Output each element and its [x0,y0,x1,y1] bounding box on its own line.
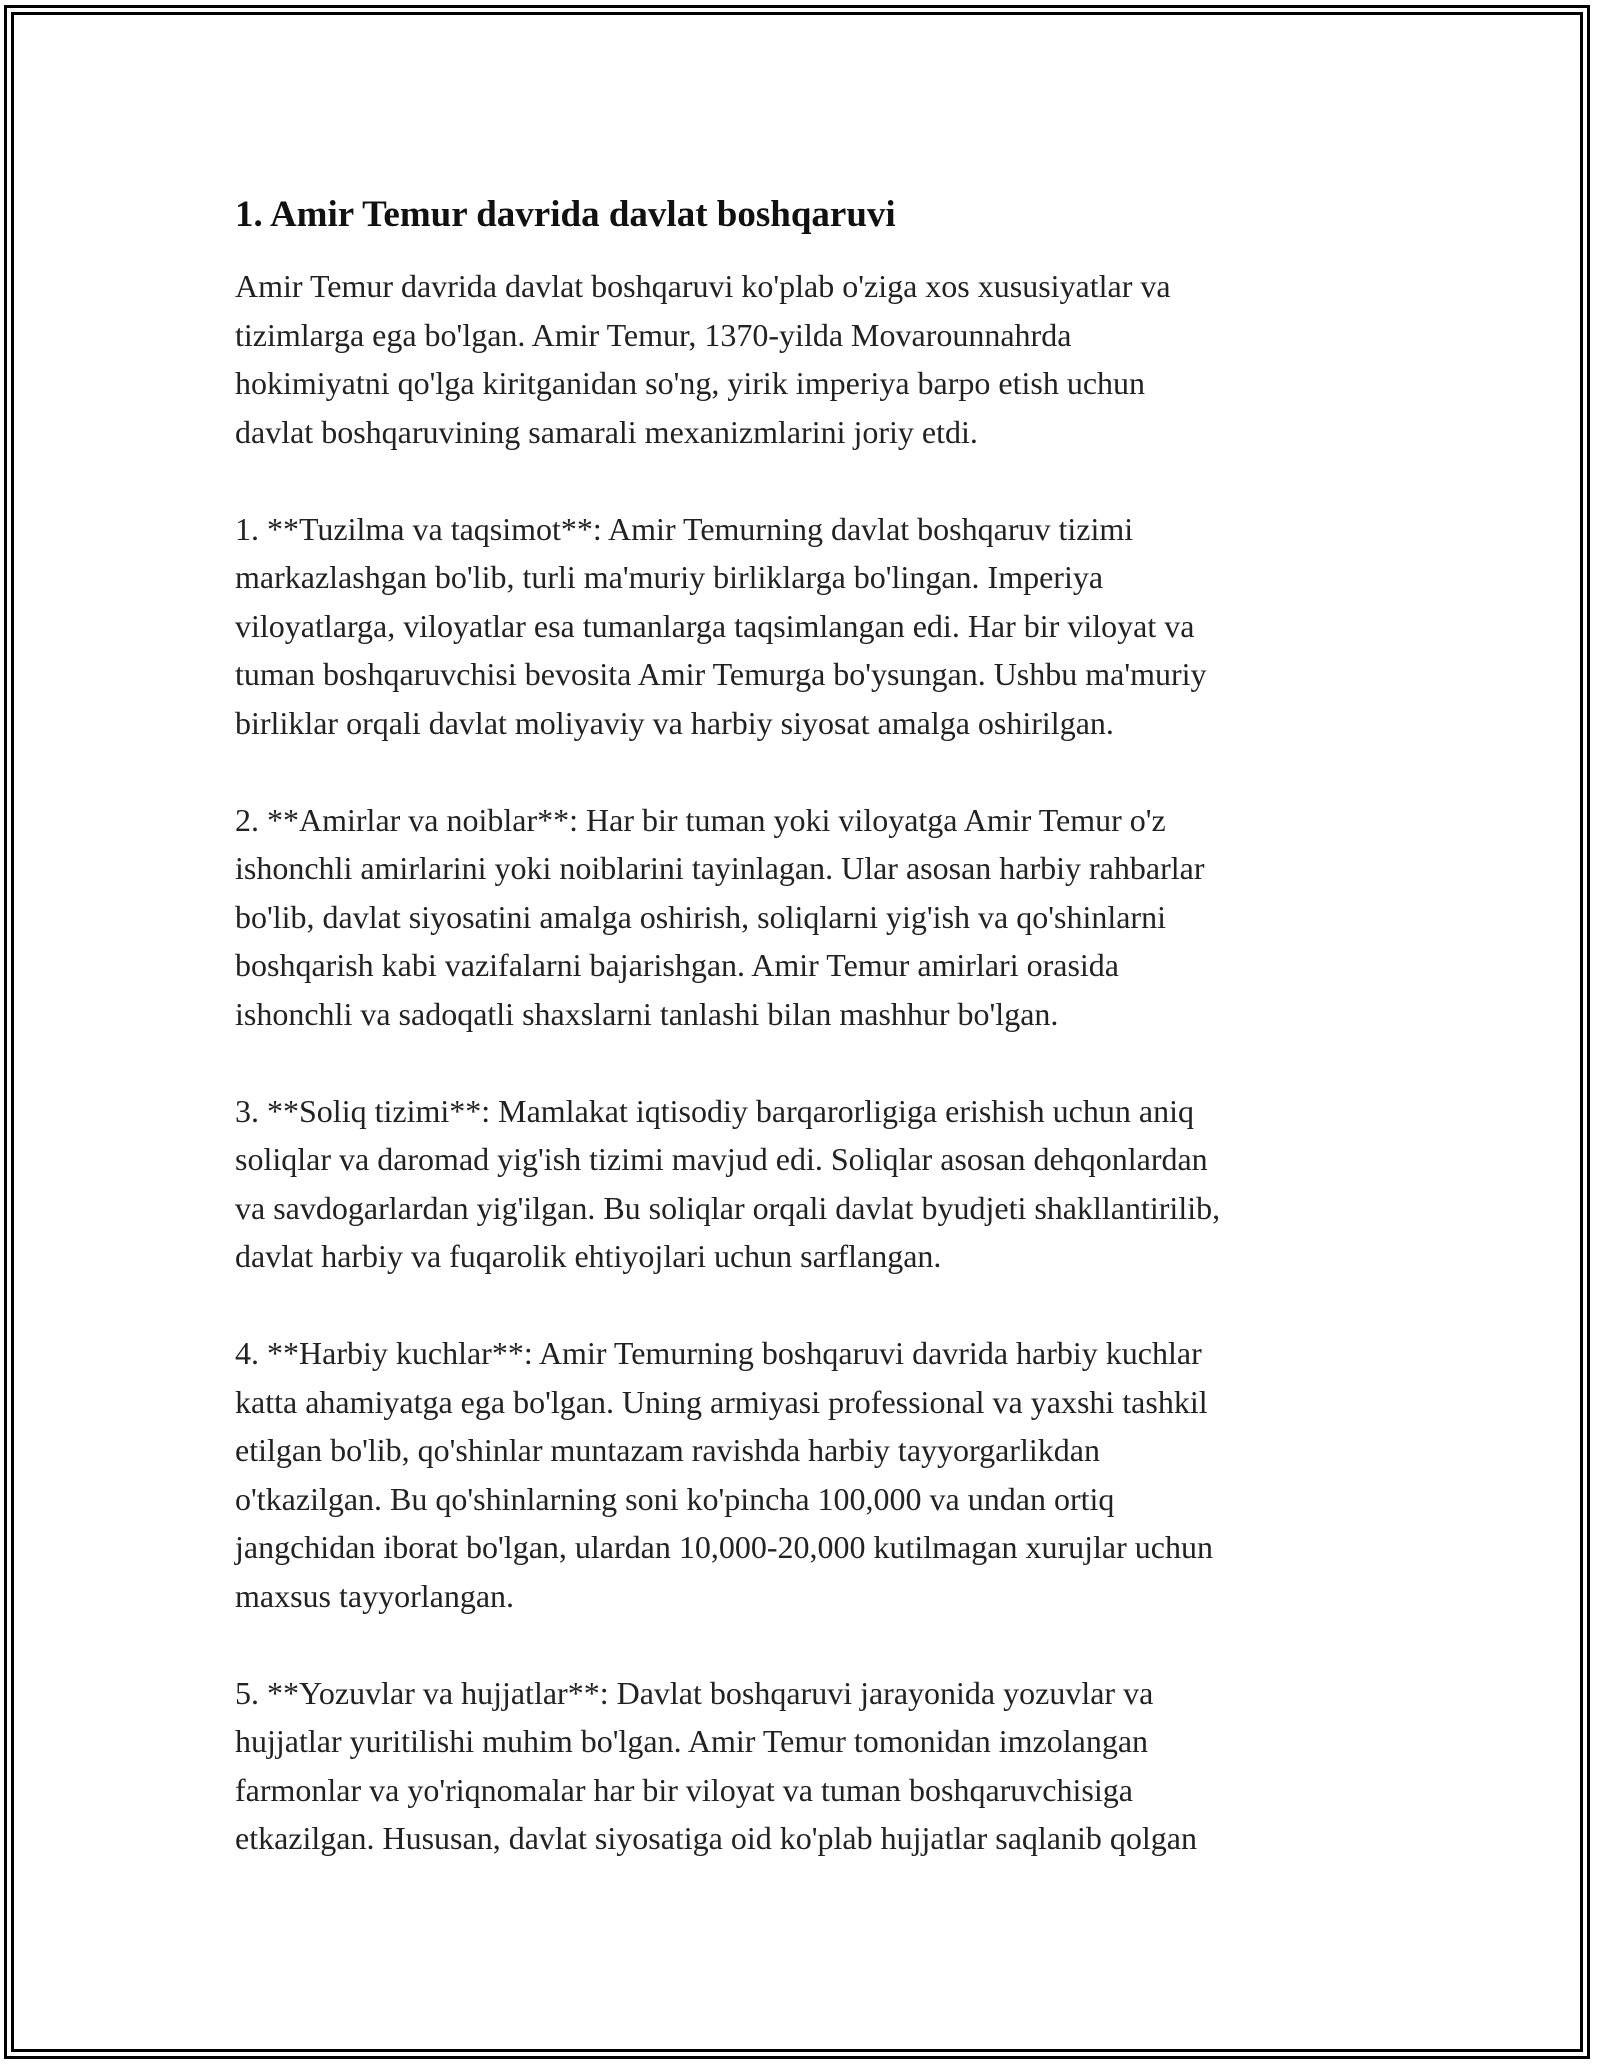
intro-line: tizimlarga ega bo'lgan. Amir Temur, 1370-yilda Movarounnahrda [235,316,1072,353]
paragraph-line: ishonchli va sadoqatli shaxslarni tanlashi bilan mashhur bo'lgan. [235,995,1059,1032]
paragraph-line: hujjatlar yuritilishi muhim bo'lgan. Amir Temur tomonidan imzolangan [235,1723,1149,1759]
paragraph-line: birliklar orqali davlat moliyaviy va harbiy siyosat amalga oshirilgan. [235,704,1114,741]
paragraph-line: davlat harbiy va fuqarolik ehtiyojlari uchun sarflangan. [235,1238,942,1274]
intro-paragraph [235,262,1385,456]
document-body [235,188,1385,1863]
paragraph-line: boshqarish kabi vazifalarni bajarishgan. Amir Temur amirlari orasida [235,947,1119,983]
list-item-harbiy [235,1329,1385,1620]
paragraph-line: viloyatlarga, viloyatlar esa tumanlarga taqsimlangan edi. Har bir viloyat va [235,607,1195,644]
intro-line: hokimiyatni qo'lga kiritganidan so'ng, yirik imperiya barpo etish uchun [235,365,1146,401]
paragraph-line: ishonchli amirlarini yoki noiblarini tayinlagan. Ular asosan harbiy rahbarlar [235,850,1205,886]
paragraph-line: maxsus tayyorlangan. [235,1577,515,1614]
paragraph-line: katta ahamiyatga ega bo'lgan. Uning armiyasi professional va yaxshi tashkil [235,1383,1208,1420]
paragraph-line: 5. **Yozuvlar va hujjatlar**: Davlat boshqaruvi jarayonida yozuvlar va [235,1674,1154,1711]
paragraph-line: bo'lib, davlat siyosatini amalga oshirish, soliqlarni yig'ish va qo'shinlarni [235,898,1166,935]
paragraph-line: 1. **Tuzilma va taqsimot**: Amir Temurning davlat boshqaruv tizimi [235,510,1134,547]
section-heading: 1. Amir Temur davrida davlat boshqaruvi [235,194,896,235]
paragraph-line: etilgan bo'lib, qo'shinlar muntazam ravishda harbiy tayyorgarlikdan [235,1432,1100,1468]
paragraph-line: jangchidan iborat bo'lgan, ulardan 10,000-20,000 kutilmagan xurujlar uchun [235,1529,1213,1565]
paragraph-line: tuman boshqaruvchisi bevosita Amir Temurga bo'ysungan. Ushbu ma'muriy [235,656,1207,692]
intro-line: Amir Temur davrida davlat boshqaruvi ko'plab o'ziga xos xususiyatlar va [235,268,1171,304]
paragraph-line: o'tkazilgan. Bu qo'shinlarning soni ko'pincha 100,000 va undan ortiq [235,1480,1115,1517]
list-item-amirlar [235,796,1385,1039]
intro-line: davlat boshqaruvining samarali mexanizmlarini joriy etdi. [235,413,978,450]
paragraph-line: soliqlar va daromad yig'ish tizimi mavjud edi. Soliqlar asosan dehqonlardan [235,1141,1208,1177]
list-item-yozuvlar [235,1669,1385,1863]
paragraph-line: etkazilgan. Hususan, davlat siyosatiga oid ko'plab hujjatlar saqlanib qolgan [235,1820,1197,1856]
list-item-tuzilma [235,505,1385,748]
paragraph-line: markazlashgan bo'lib, turli ma'muriy birliklarga bo'lingan. Imperiya [235,559,1104,595]
paragraph-line: 3. **Soliq tizimi**: Mamlakat iqtisodiy barqarorligiga erishish uchun aniq [235,1092,1194,1129]
paragraph-line: farmonlar va yo'riqnomalar har bir viloyat va tuman boshqaruvchisiga [235,1771,1133,1808]
paragraph-line: va savdogarlardan yig'ilgan. Bu soliqlar orqali davlat byudjeti shakllantirilib, [235,1189,1221,1226]
list-item-soliq [235,1087,1385,1281]
paragraph-line: 2. **Amirlar va noiblar**: Har bir tuman yoki viloyatga Amir Temur o'z [235,801,1166,838]
paragraph-line: 4. **Harbiy kuchlar**: Amir Temurning boshqaruvi davrida harbiy kuchlar [235,1335,1202,1371]
